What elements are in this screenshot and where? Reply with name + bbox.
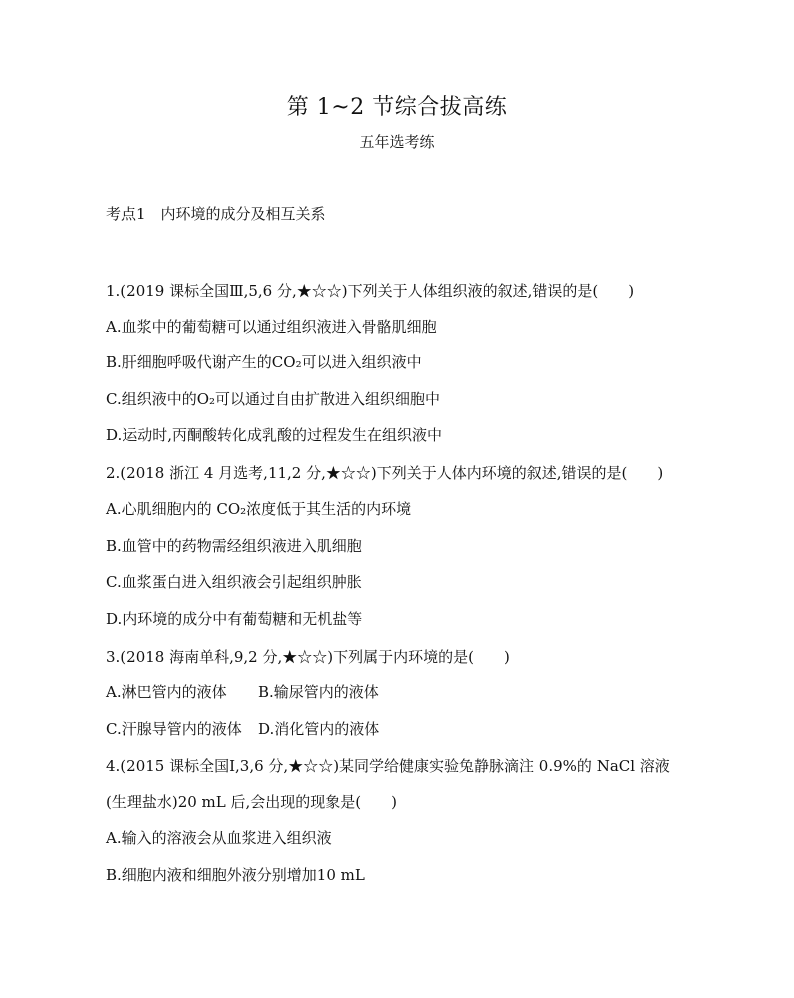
question-1-option-c: C.组织液中的O₂可以通过自由扩散进入组织细胞中 (106, 390, 441, 408)
question-3-option-c: C.汗腺导管内的液体 (106, 720, 242, 738)
question-4-stem-continued: (生理盐水)20 mL 后,会出现的现象是( ) (106, 793, 397, 811)
question-1-option-a: A.血浆中的葡萄糖可以通过组织液进入骨骼肌细胞 (106, 318, 437, 336)
question-3-stem: 3.(2018 海南单科,9,2 分,★☆☆)下列属于内环境的是( ) (106, 648, 510, 666)
question-1-stem: 1.(2019 课标全国Ⅲ,5,6 分,★☆☆)下列关于人体组织液的叙述,错误的是( ) (106, 282, 635, 300)
question-2-stem: 2.(2018 浙江 4 月选考,11,2 分,★☆☆)下列关于人体内环境的叙述,错误的是( ) (106, 464, 664, 482)
section-heading: 考点1 内环境的成分及相互关系 (106, 205, 326, 223)
question-3-options-row-2 (106, 718, 379, 739)
page-title: 第 1~2 节综合拔高练 (286, 95, 508, 120)
question-1-option-b: B.肝细胞呼吸代谢产生的CO₂可以进入组织液中 (106, 353, 422, 371)
question-4-option-a: A.输入的溶液会从血浆进入组织液 (106, 829, 332, 847)
question-3-options-row-1 (106, 681, 379, 702)
question-4-option-b: B.细胞内液和细胞外液分别增加10 mL (106, 866, 365, 884)
question-2-option-d: D.内环境的成分中有葡萄糖和无机盐等 (106, 610, 363, 628)
question-3-option-a: A.淋巴管内的液体 (106, 683, 227, 701)
question-4-stem: 4.(2015 课标全国Ⅰ,3,6 分,★☆☆)某同学给健康实验兔静脉滴注 0.9%的 NaCl 溶液 (106, 757, 670, 775)
question-2-option-b: B.血管中的药物需经组织液进入肌细胞 (106, 537, 362, 555)
question-3-option-b: B.输尿管内的液体 (258, 683, 379, 701)
question-1-option-d: D.运动时,丙酮酸转化成乳酸的过程发生在组织液中 (106, 426, 443, 444)
page-subtitle: 五年选考练 (359, 133, 435, 151)
question-2-option-a: A.心肌细胞内的 CO₂浓度低于其生活的内环境 (106, 500, 412, 518)
question-2-option-c: C.血浆蛋白进入组织液会引起组织肿胀 (106, 573, 362, 591)
question-3-option-d: D.消化管内的液体 (258, 720, 380, 738)
